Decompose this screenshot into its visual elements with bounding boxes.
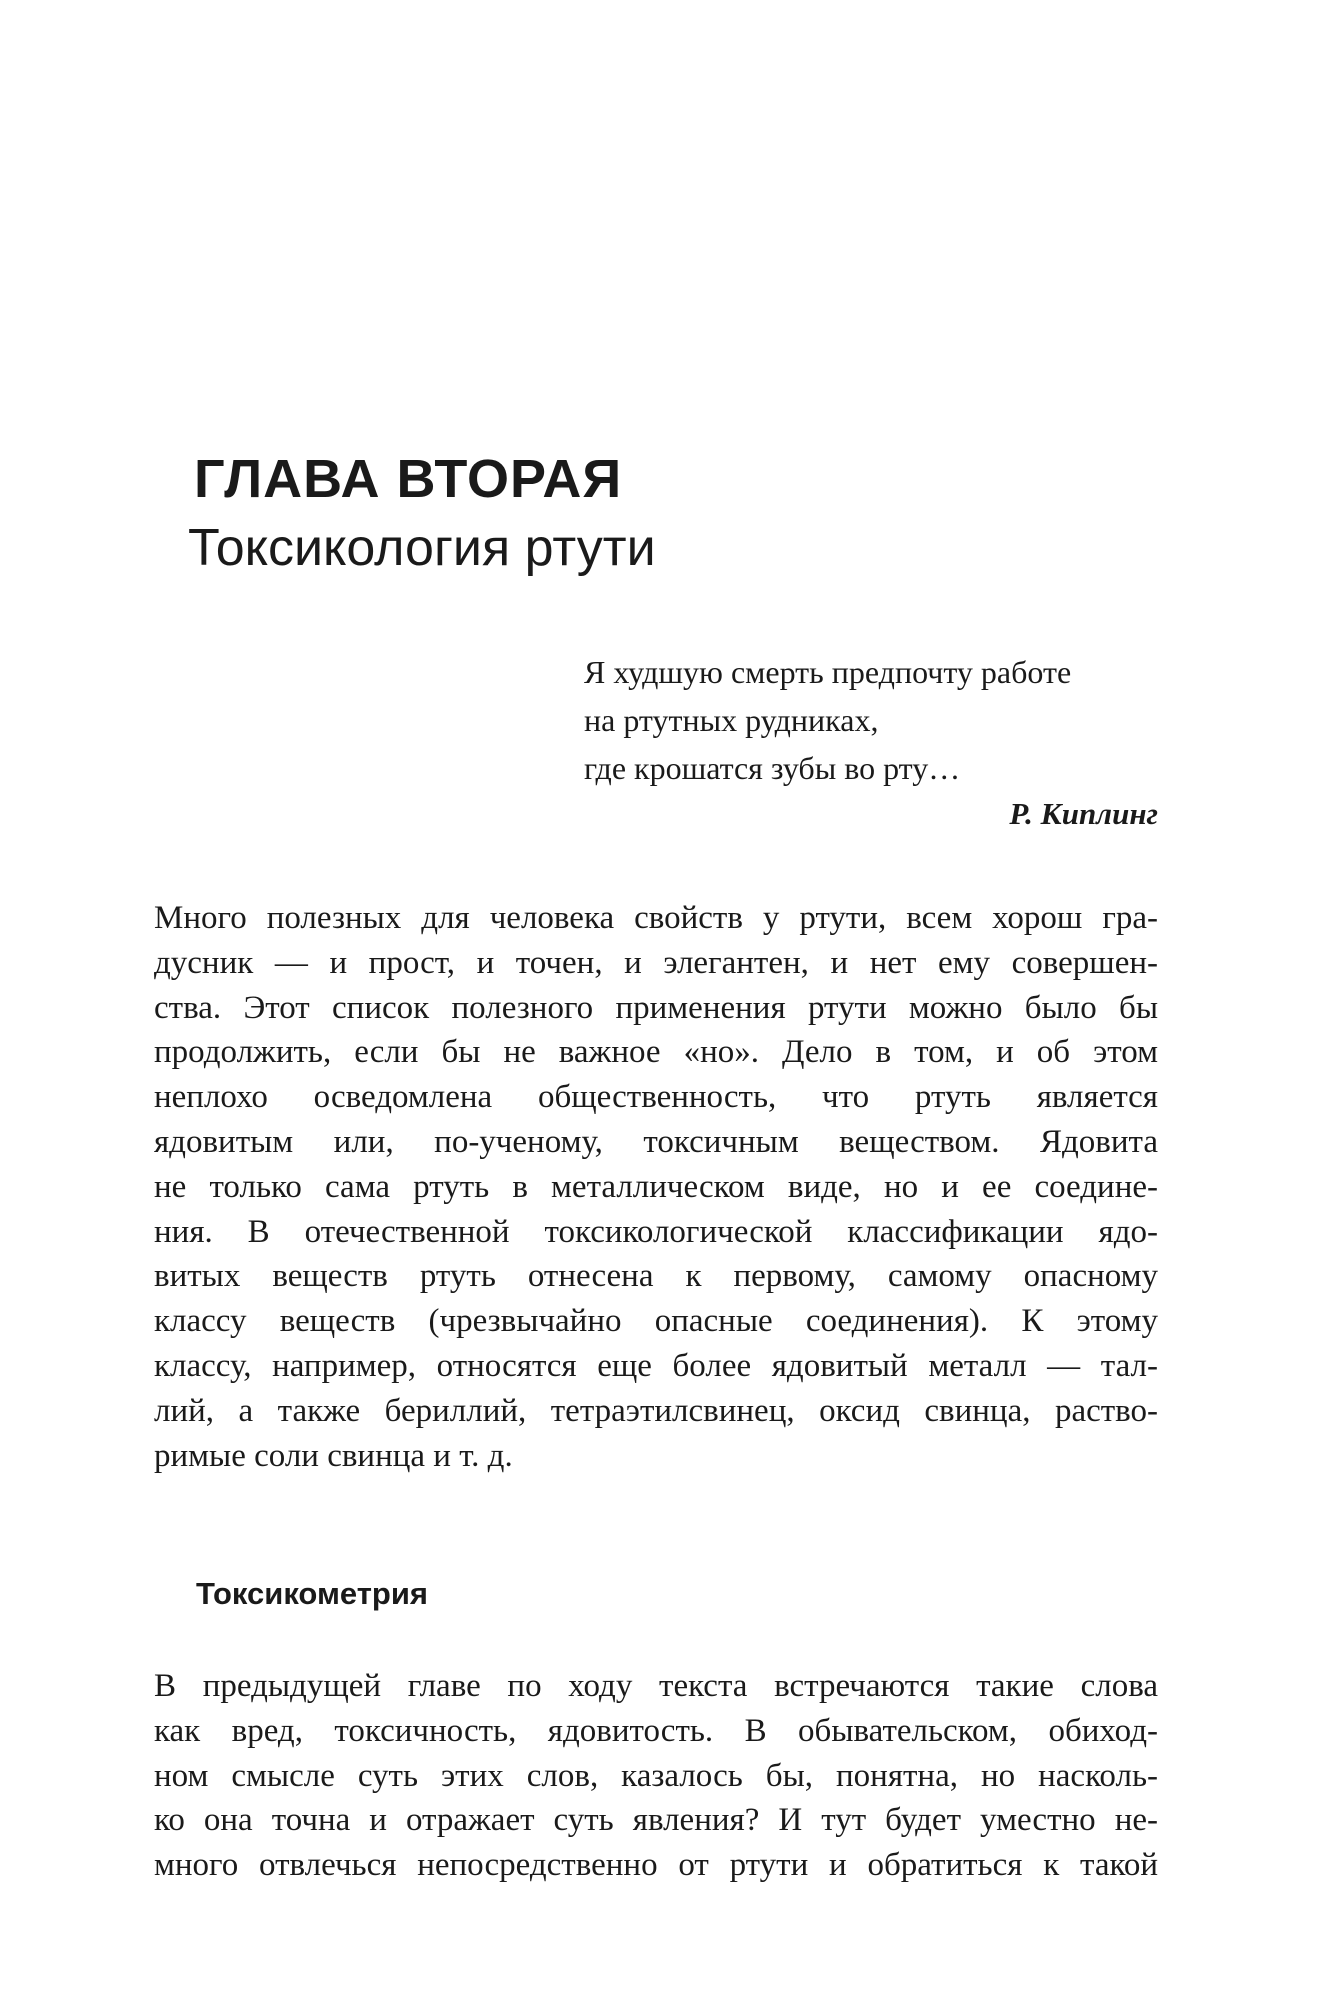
- epigraph-line: на ртутных рудниках,: [584, 702, 879, 738]
- text-line: много отвлечься непосредственно от ртути и обратиться к такой: [154, 1847, 1158, 1884]
- text-line: римые соли свинца и т. д.: [154, 1437, 513, 1474]
- text-line: ния. В отечественной токсикологической классификации ядо-: [154, 1213, 1158, 1250]
- text-line: неплохо осведомлена общественность, что ртуть является: [154, 1079, 1158, 1116]
- chapter-title: Токсикология ртути: [188, 519, 656, 577]
- epigraph-author: Р. Киплинг: [1009, 796, 1158, 831]
- section-heading: Токсикометрия: [196, 1576, 428, 1611]
- chapter-label: ГЛАВА ВТОРАЯ: [194, 449, 623, 509]
- paragraph-toxicometry: [154, 1664, 1158, 1888]
- text-line: дусник — и прост, и точен, и элегантен, и нет ему совершен-: [154, 944, 1158, 981]
- text-line: классу, например, относятся еще более ядовитый металл — тал-: [154, 1347, 1158, 1384]
- paragraph-intro: [154, 896, 1158, 1478]
- epigraph-line: где крошатся зубы во рту…: [584, 750, 961, 786]
- text-line: ства. Этот список полезного применения ртути можно было бы: [154, 989, 1158, 1026]
- text-line: лий, а также бериллий, тетраэтилсвинец, оксид свинца, раство-: [154, 1392, 1158, 1429]
- text-line: классу веществ (чрезвычайно опасные соединения). К этому: [154, 1303, 1158, 1340]
- text-line: как вред, токсичность, ядовитость. В обывательском, обиход-: [154, 1712, 1158, 1749]
- text-line: не только сама ртуть в металлическом виде, но и ее соедине-: [154, 1168, 1158, 1205]
- epigraph-line: Я худшую смерть предпочту работе: [584, 654, 1072, 690]
- text-line: В предыдущей главе по ходу текста встречаются такие слова: [154, 1668, 1158, 1704]
- text-line: Много полезных для человека свойств у ртути, всем хорош гра-: [154, 900, 1158, 936]
- text-line: продолжить, если бы не важное «но». Дело в том, и об этом: [154, 1034, 1158, 1071]
- text-line: ядовитым или, по-ученому, токсичным веществом. Ядовита: [154, 1123, 1158, 1160]
- text-line: ном смысле суть этих слов, казалось бы, понятна, но насколь-: [154, 1757, 1158, 1794]
- epigraph: [584, 648, 1158, 838]
- text-line: ко она точна и отражает суть явления? И тут будет уместно не-: [154, 1802, 1158, 1839]
- text-line: витых веществ ртуть отнесена к первому, самому опасному: [154, 1258, 1158, 1295]
